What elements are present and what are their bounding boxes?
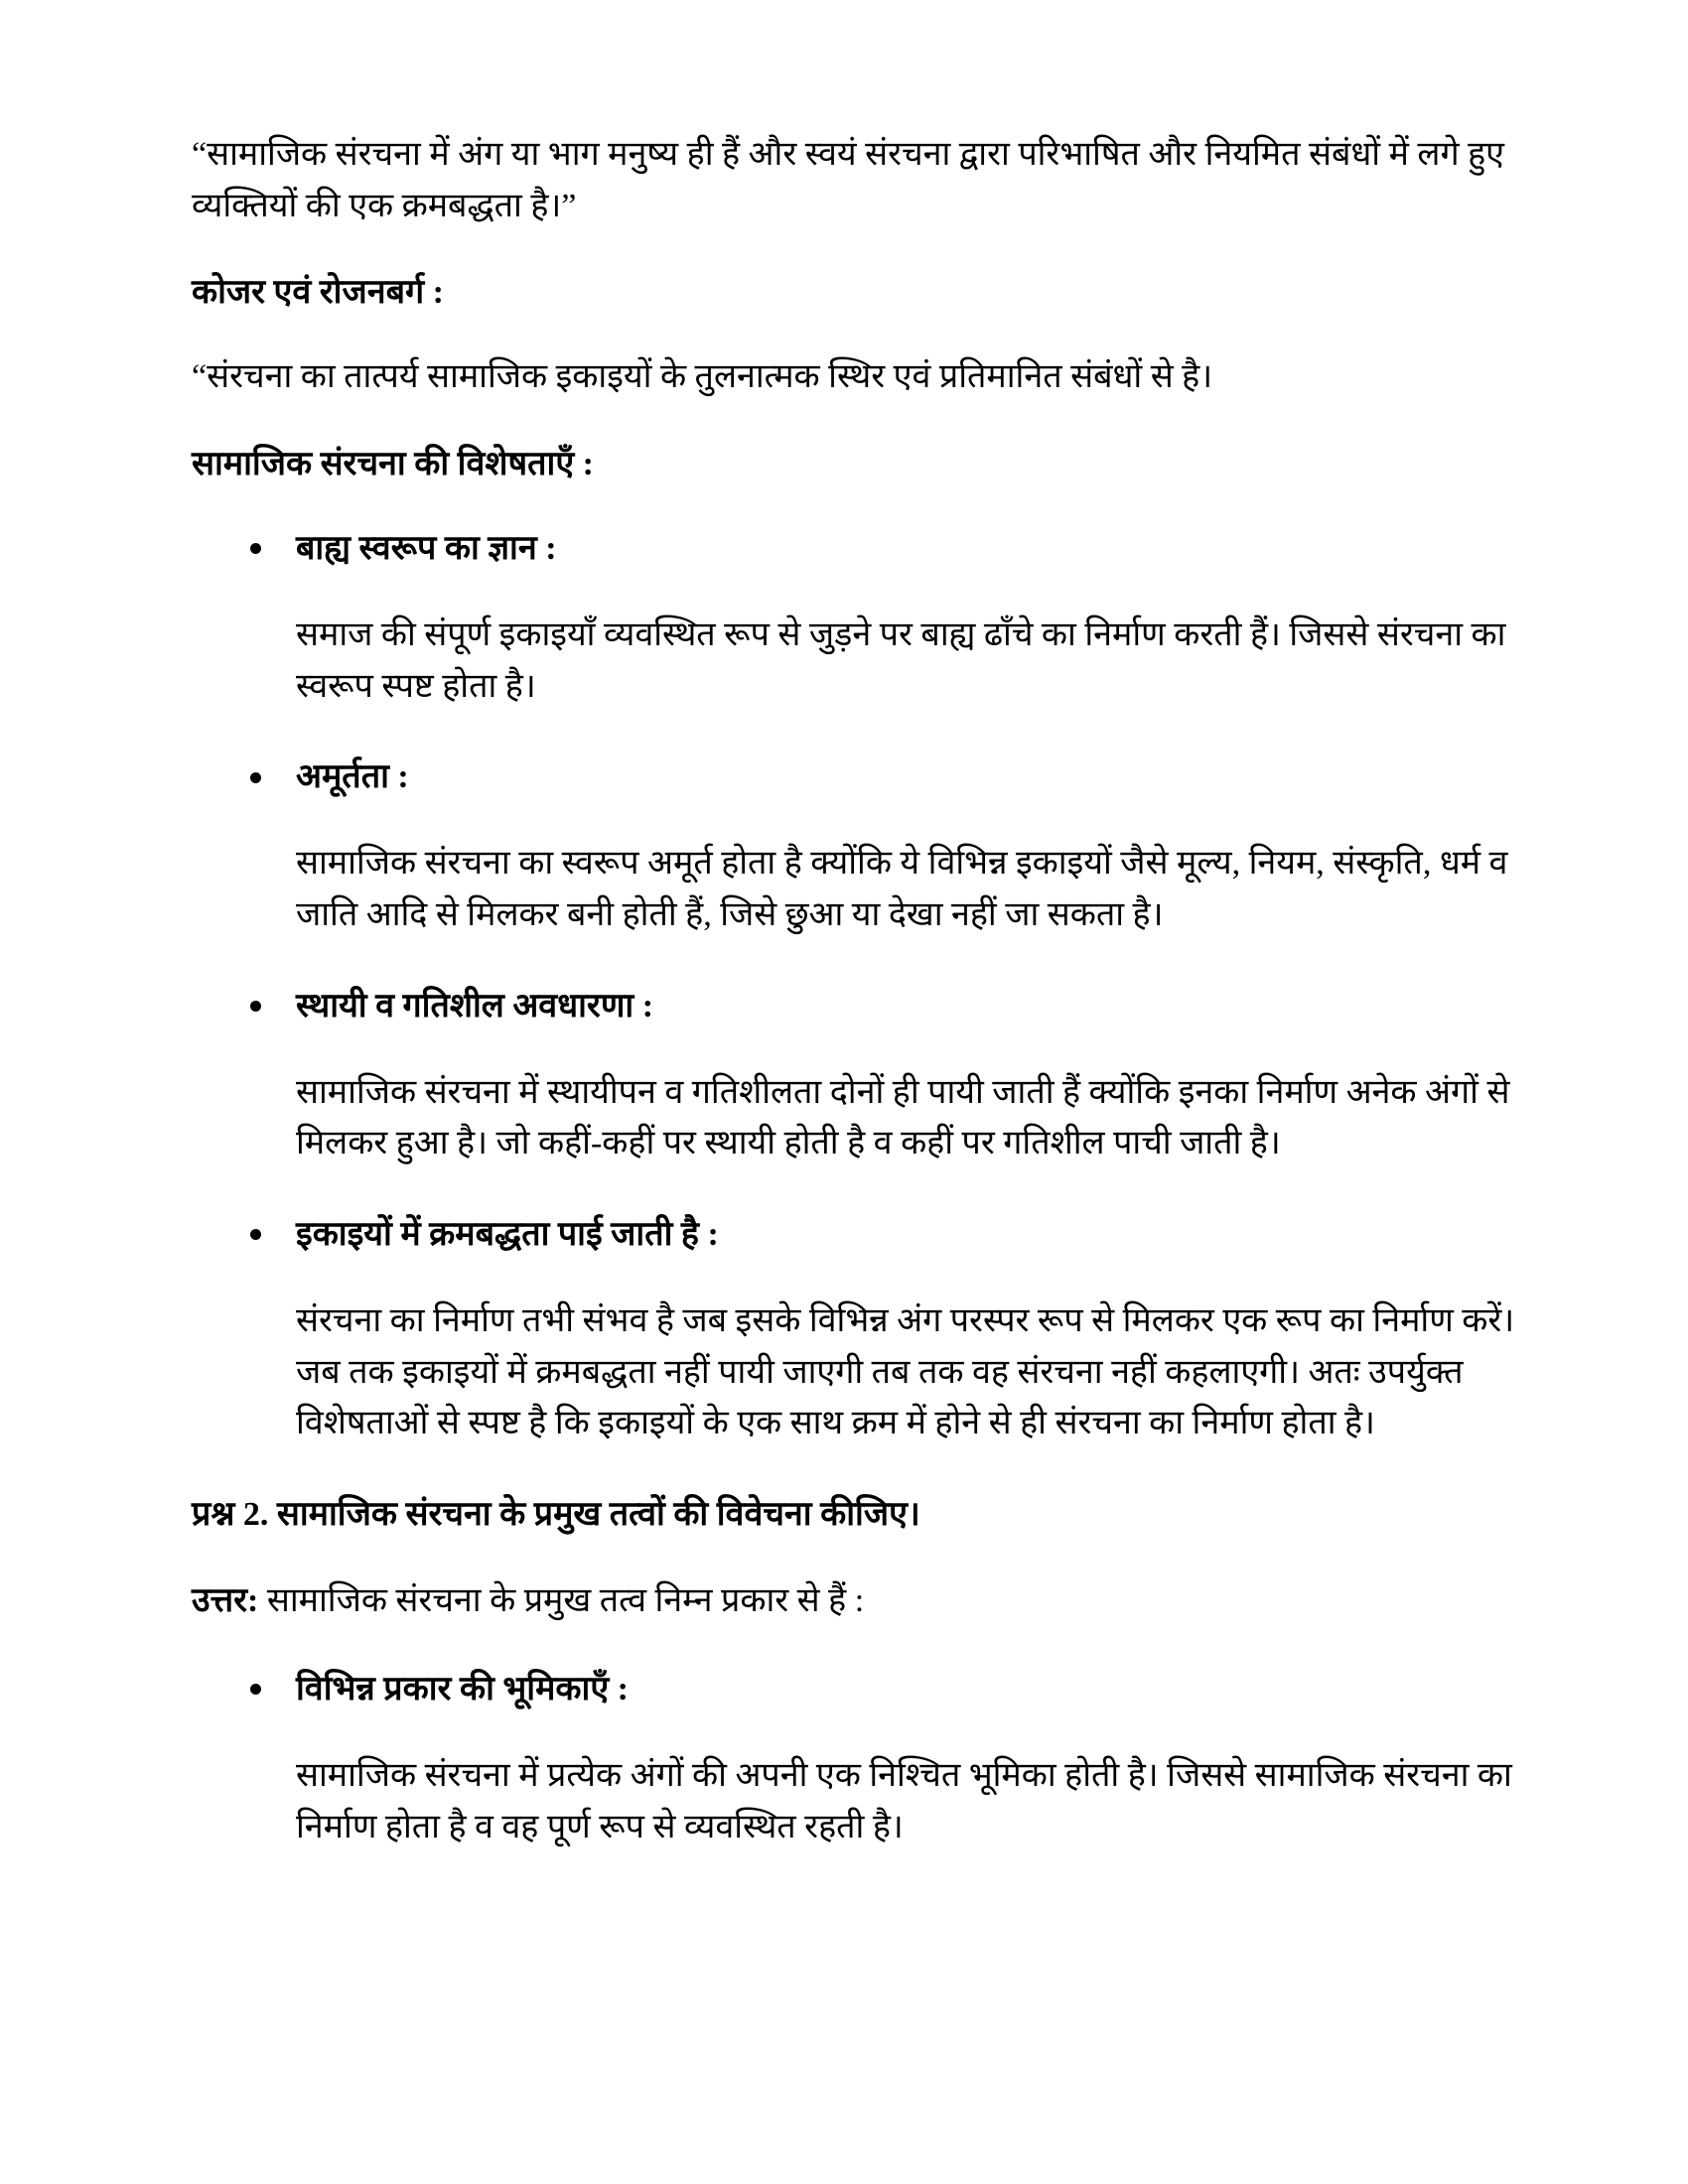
bullet-label: इकाइयों में क्रमबद्धता पाई जाती है : (296, 1216, 719, 1254)
bullet-label: विभिन्न प्रकार की भूमिकाएँ : (296, 1671, 629, 1708)
feature-title-stability-dynamism (192, 981, 1524, 1031)
opening-quote-paragraph: “सामाजिक संरचना में अंग या भाग मनुष्य ही हैं और स्वयं संरचना द्वारा परिभाषित और नियमित संबंधों में लगे हुए व्यक्तियों की एक क्रमबद्धता है।” (192, 136, 1504, 224)
answer-2-intro (192, 1575, 1524, 1626)
element-title-various-roles (192, 1664, 1524, 1714)
bullet-label: बाह्य स्वरूप का ज्ञान : (296, 530, 557, 568)
feature-body-stability-dynamism: सामाजिक संरचना में स्थायीपन व गतिशीलता दोनों ही पायी जाती हैं क्योंकि इनका निर्माण अनेक अंगों से मिलकर हुआ है। जो कहीं-कहीं पर स्थायी होती है व कहीं पर गतिशील पाची जाती है। (296, 1073, 1510, 1162)
bullet-dot-icon (250, 543, 261, 554)
document-content (192, 129, 1524, 1852)
bullet-dot-icon (250, 1684, 261, 1695)
feature-title-sequential-order (192, 1209, 1524, 1260)
feature-title-abstractness (192, 751, 1524, 802)
list-item (192, 1664, 1524, 1852)
features-bullet-list (192, 523, 1524, 1449)
feature-title-external-form (192, 523, 1524, 574)
bullet-label: स्थायी व गतिशील अवधारणा : (296, 987, 654, 1024)
list-item (192, 751, 1524, 940)
source-attribution-heading: कोजर एवं रोजनबर्ग : (192, 274, 444, 312)
list-item (192, 523, 1524, 712)
feature-body-external-form: समाज की संपूर्ण इकाइयाँ व्यवस्थित रूप से जुड़ने पर बाह्य ढाँचे का निर्माण करती हैं। जिससे संरचना का स्वरूप स्पष्ट होता है। (296, 616, 1506, 705)
answer-label: उत्तर: (192, 1582, 259, 1620)
bullet-dot-icon (250, 1229, 261, 1240)
features-section-heading: सामाजिक संरचना की विशेषताएँ : (192, 446, 594, 483)
question-2-heading: प्रश्न 2. सामाजिक संरचना के प्रमुख तत्वों की विवेचना कीजिए। (192, 1496, 920, 1534)
elements-bullet-list (192, 1664, 1524, 1852)
feature-body-sequential-order: संरचना का निर्माण तभी संभव है जब इसके विभिन्न अंग परस्पर रूप से मिलकर एक रूप का निर्माण करें। जब तक इकाइयों में क्रमबद्धता नहीं पायी जाएगी तब तक वह संरचना नहीं कहलाएगी। अतः उपर्युक्त विशेषताओं से स्पष्ट है कि इकाइयों के एक साथ क्रम में होने से ही संरचना का निर्माण होता है। (296, 1302, 1515, 1442)
list-item (192, 981, 1524, 1169)
definition-quote-paragraph: “संरचना का तात्पर्य सामाजिक इकाइयों के तुलनात्मक स्थिर एवं प्रतिमानित संबंधों से है। (192, 358, 1213, 396)
answer-intro-text: सामाजिक संरचना के प्रमुख तत्व निम्न प्रकार से हैं : (258, 1582, 865, 1620)
element-body-various-roles: सामाजिक संरचना में प्रत्येक अंगों की अपनी एक निश्चित भूमिका होती है। जिससे सामाजिक संरचना का निर्माण होता है व वह पूर्ण रूप से व्यवस्थित रहती है। (296, 1757, 1512, 1845)
bullet-dot-icon (250, 772, 261, 783)
list-item (192, 1209, 1524, 1449)
feature-body-abstractness: सामाजिक संरचना का स्वरूप अमूर्त होता है क्योंकि ये विभिन्न इकाइयों जैसे मूल्य, नियम, संस्कृति, धर्म व जाति आदि से मिलकर बनी होती हैं, जिसे छुआ या देखा नहीं जा सकता है। (296, 845, 1508, 934)
bullet-dot-icon (250, 1001, 261, 1012)
bullet-label: अमूर्तता : (296, 758, 409, 796)
